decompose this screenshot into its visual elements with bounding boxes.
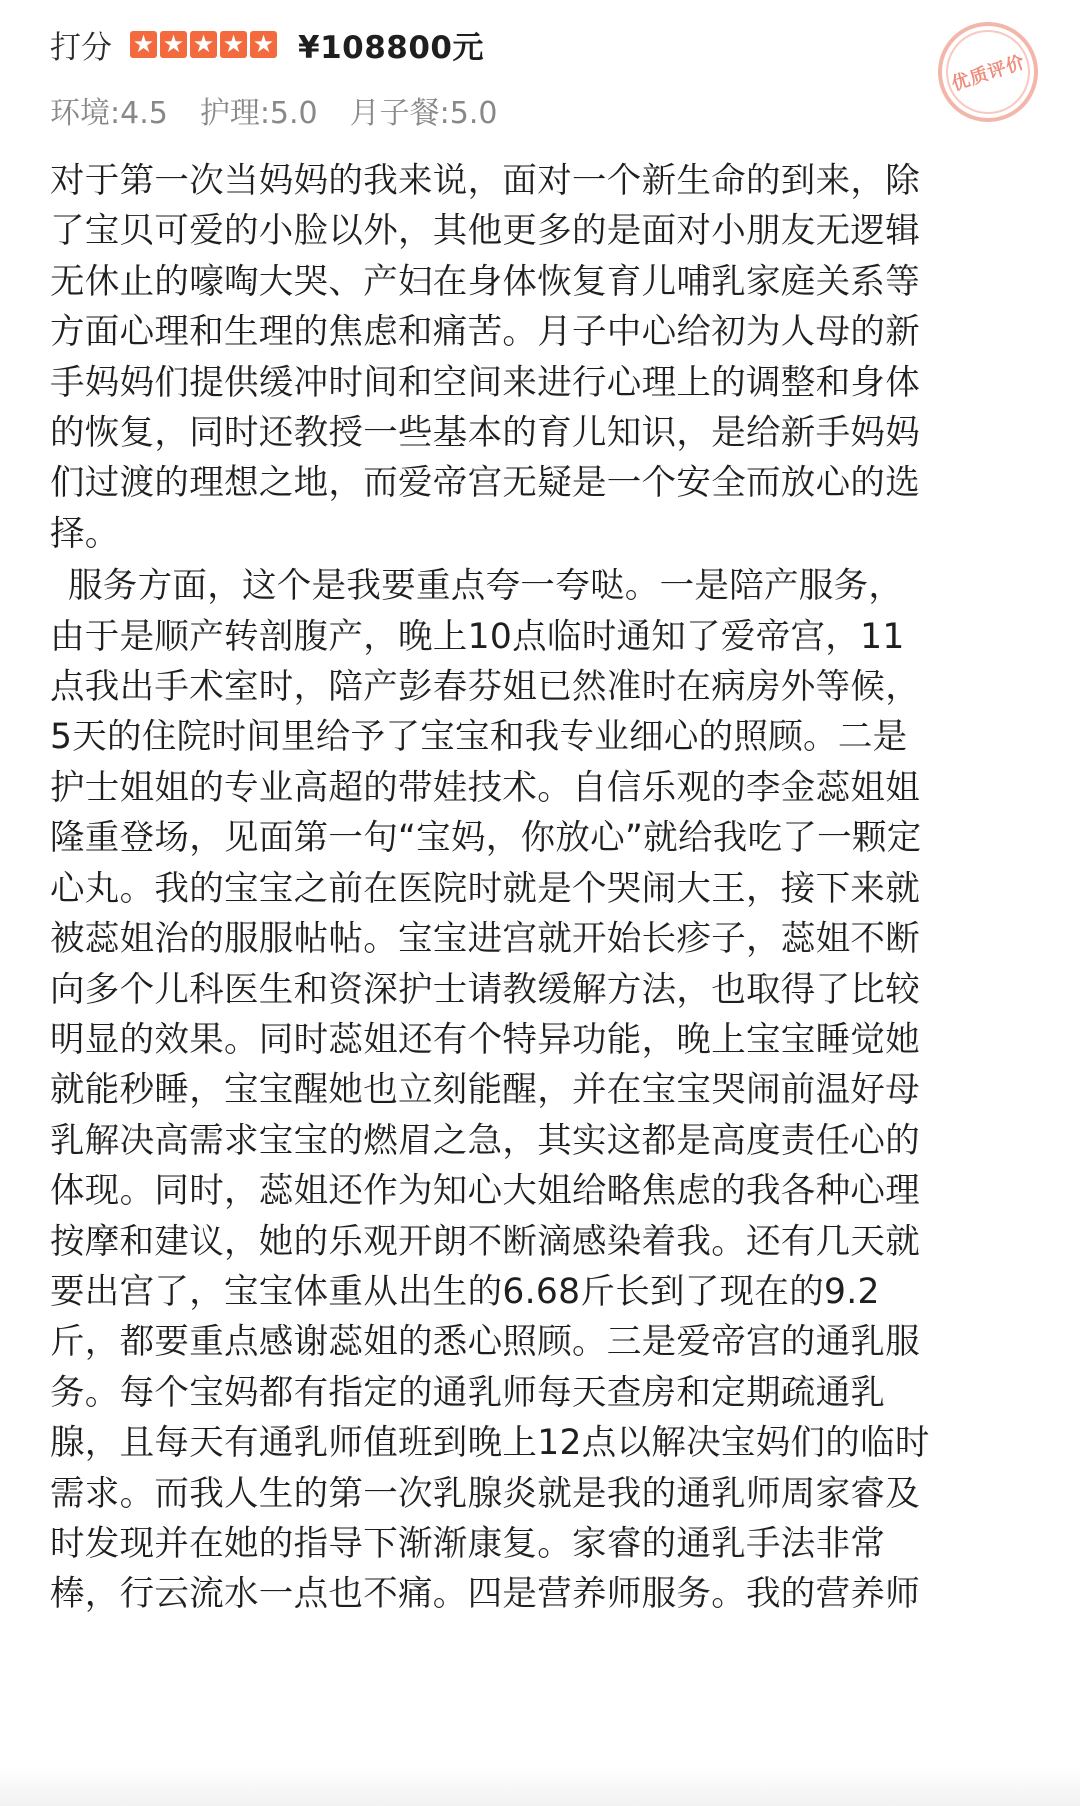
- price-value: ¥108800元: [298, 29, 484, 66]
- review-paragraph-2: 服务方面，这个是我要重点夸一夸哒。一是陪产服务， 由于是顺产转剖腹产，晚上10点临时通知了爱帝宫，11 点我出手术室时，陪产彭春芬姐已然准时在病房外等候， 5天的住院时间里给予了宝宝和我专业细心的照顾。二是 护士姐姐的专业高超的带娃技术。自信乐观的李金蕊姐姐 隆重登场，见面第一句“宝妈，你放心”就给我吃了一颗定 心丸。我的宝宝之前在医院时就是个哭闹大王，接下来就 被蕊姐治的服服帖帖。宝宝进宫就开始长疹子，蕊姐不断 向多个儿科医生和资深护士请教缓解方法，也取得了比较 明显的效果。同时蕊姐还有个特异功能，晚上宝宝睡觉她 就能秒睡，宝宝醒她也立刻能醒，并在宝宝哭闹前温好母 乳解决高需求宝宝的燃眉之急，其实这都是高度责任心的 体现。同时，蕊姐还作为知心大姐给略焦虑的我各种心理 按摩和建议，她的乐观开朗不断滴感染着我。还有几天就 要出宫了，宝宝体重从出生的6.68斤长到了现在的9.2 斤，都要重点感谢蕊姐的悉心照顾。三是爱帝宫的通乳服 务。每个宝妈都有指定的通乳师每天查房和定期疏通乳 腺，且每天有通乳师值班到晚上12点以解决宝妈们的临时 需求。而我人生的第一次乳腺炎就是我的通乳师周家睿及 时发现并在她的指导下渐渐康复。家睿的通乳手法非常 棒，行云流水一点也不痛。四是营养师服务。我的营养师: [50, 566, 930, 1615]
- star-icon: [160, 31, 187, 58]
- review-content: [50, 156, 1030, 1620]
- seal-text: 优质评价: [949, 51, 1028, 96]
- subscore-care: 护理:5.0: [199, 96, 318, 131]
- star-icon: [190, 31, 217, 58]
- star-rating: [130, 31, 280, 58]
- subscore-meal: 月子餐:5.0: [349, 96, 498, 131]
- star-icon: [250, 31, 277, 58]
- review-paragraph-1: 对于第一次当妈妈的我来说，面对一个新生命的到来，除 了宝贝可爱的小脸以外，其他更多的是面对小朋友无逻辑 无休止的嚎啕大哭、产妇在身体恢复育儿哺乳家庭关系等 方面心理和生理的焦虑和痛苦。月子中心给初为人母的新 手妈妈们提供缓冲时间和空间来进行心理上的调整和身体 的恢复，同时还教授一些基本的育儿知识，是给新手妈妈 们过渡的理想之地，而爱帝宫无疑是一个安全而放心的选 择。: [50, 161, 920, 554]
- star-icon: [130, 31, 157, 58]
- subscore-row: [50, 88, 1030, 132]
- subscore-environment: 环境:4.5: [50, 96, 168, 131]
- score-label: 打分: [50, 29, 112, 66]
- score-row: [50, 18, 1030, 70]
- bottom-fade: [0, 1766, 1080, 1806]
- star-icon: [220, 31, 247, 58]
- review-header: [50, 18, 1030, 131]
